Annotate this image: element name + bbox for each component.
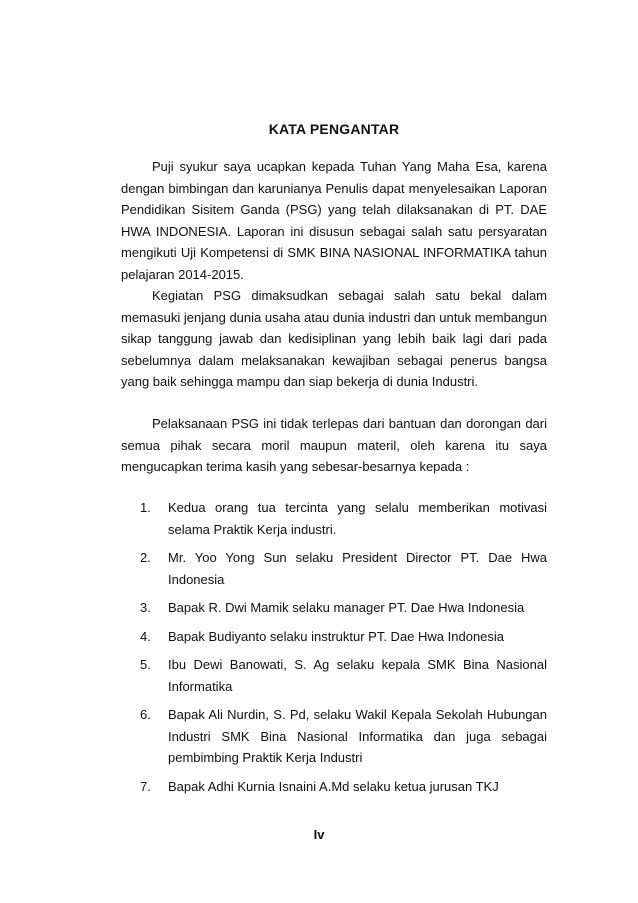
paragraph-text: Pelaksanaan PSG ini tidak terlepas dari bantuan dan dorongan dari semua pihak secara moril maupun materil, oleh karena itu saya mengucapkan terima kasih yang sebesar-besarnya kepada : — [121, 416, 547, 474]
list-item — [140, 704, 547, 769]
list-number: 1. — [140, 500, 151, 515]
list-item — [140, 776, 547, 798]
page-title: KATA PENGANTAR — [268, 121, 400, 137]
acknowledgement-list — [140, 497, 547, 804]
list-item — [140, 626, 547, 648]
paragraph-text: Kegiatan PSG dimaksudkan sebagai salah satu bekal dalam memasuki jenjang dunia usaha atau dunia industri dan untuk membangun sikap tanggung jawab dan kedisiplinan yang lebih baik lagi dari pada sebelumnya dalam melaksanakan kewajiban sebagai penerus bangsa yang baik sehingga mampu dan siap bekerja di dunia Industri. — [121, 288, 547, 389]
list-item — [140, 497, 547, 540]
list-item-text: Bapak Budiyanto selaku instruktur PT. Dae Hwa Indonesia — [168, 628, 505, 644]
list-number: 3. — [140, 600, 151, 615]
list-item — [140, 547, 547, 590]
list-item — [140, 597, 547, 619]
page-number: Iv — [313, 827, 325, 842]
paragraph-text: Puji syukur saya ucapkan kepada Tuhan Yang Maha Esa, karena dengan bimbingan dan karunianya Penulis dapat menyelesaikan Laporan Pendidikan Sisitem Ganda (PSG) yang telah dilaksanakan di PT. DAE HWA INDONESIA. Laporan ini disusun sebagai salah satu persyaratan mengikuti Uji Kompetensi di SMK BINA NASIONAL INFORMATIKA tahun pelajaran 2014-2015. — [121, 159, 547, 282]
list-item-text: Bapak Ali Nurdin, S. Pd, selaku Wakil Kepala Sekolah Hubungan Industri SMK Bina Nasional Informatika dan juga sebagai pembimbing Praktik Kerja Industri — [168, 707, 547, 765]
list-item-text: Bapak R. Dwi Mamik selaku manager PT. Dae Hwa Indonesia — [168, 600, 525, 615]
list-number: 5. — [140, 657, 151, 672]
list-item-text: Bapak Adhi Kurnia Isnaini A.Md selaku ketua jurusan TKJ — [168, 778, 499, 794]
paragraph-1 — [121, 156, 547, 285]
list-number: 6. — [140, 707, 151, 722]
list-number: 2. — [140, 550, 151, 565]
list-number: 4. — [140, 628, 151, 644]
paragraph-2 — [121, 285, 547, 393]
list-item-text: Mr. Yoo Yong Sun selaku President Director PT. Dae Hwa Indonesia — [168, 550, 547, 587]
list-item-text: Ibu Dewi Banowati, S. Ag selaku kepala SMK Bina Nasional Informatika — [168, 657, 547, 694]
paragraph-3 — [121, 413, 547, 478]
list-item — [140, 654, 547, 697]
list-number: 7. — [140, 778, 151, 794]
list-item-text: Kedua orang tua tercinta yang selalu memberikan motivasi selama Praktik Kerja industri. — [168, 500, 547, 537]
